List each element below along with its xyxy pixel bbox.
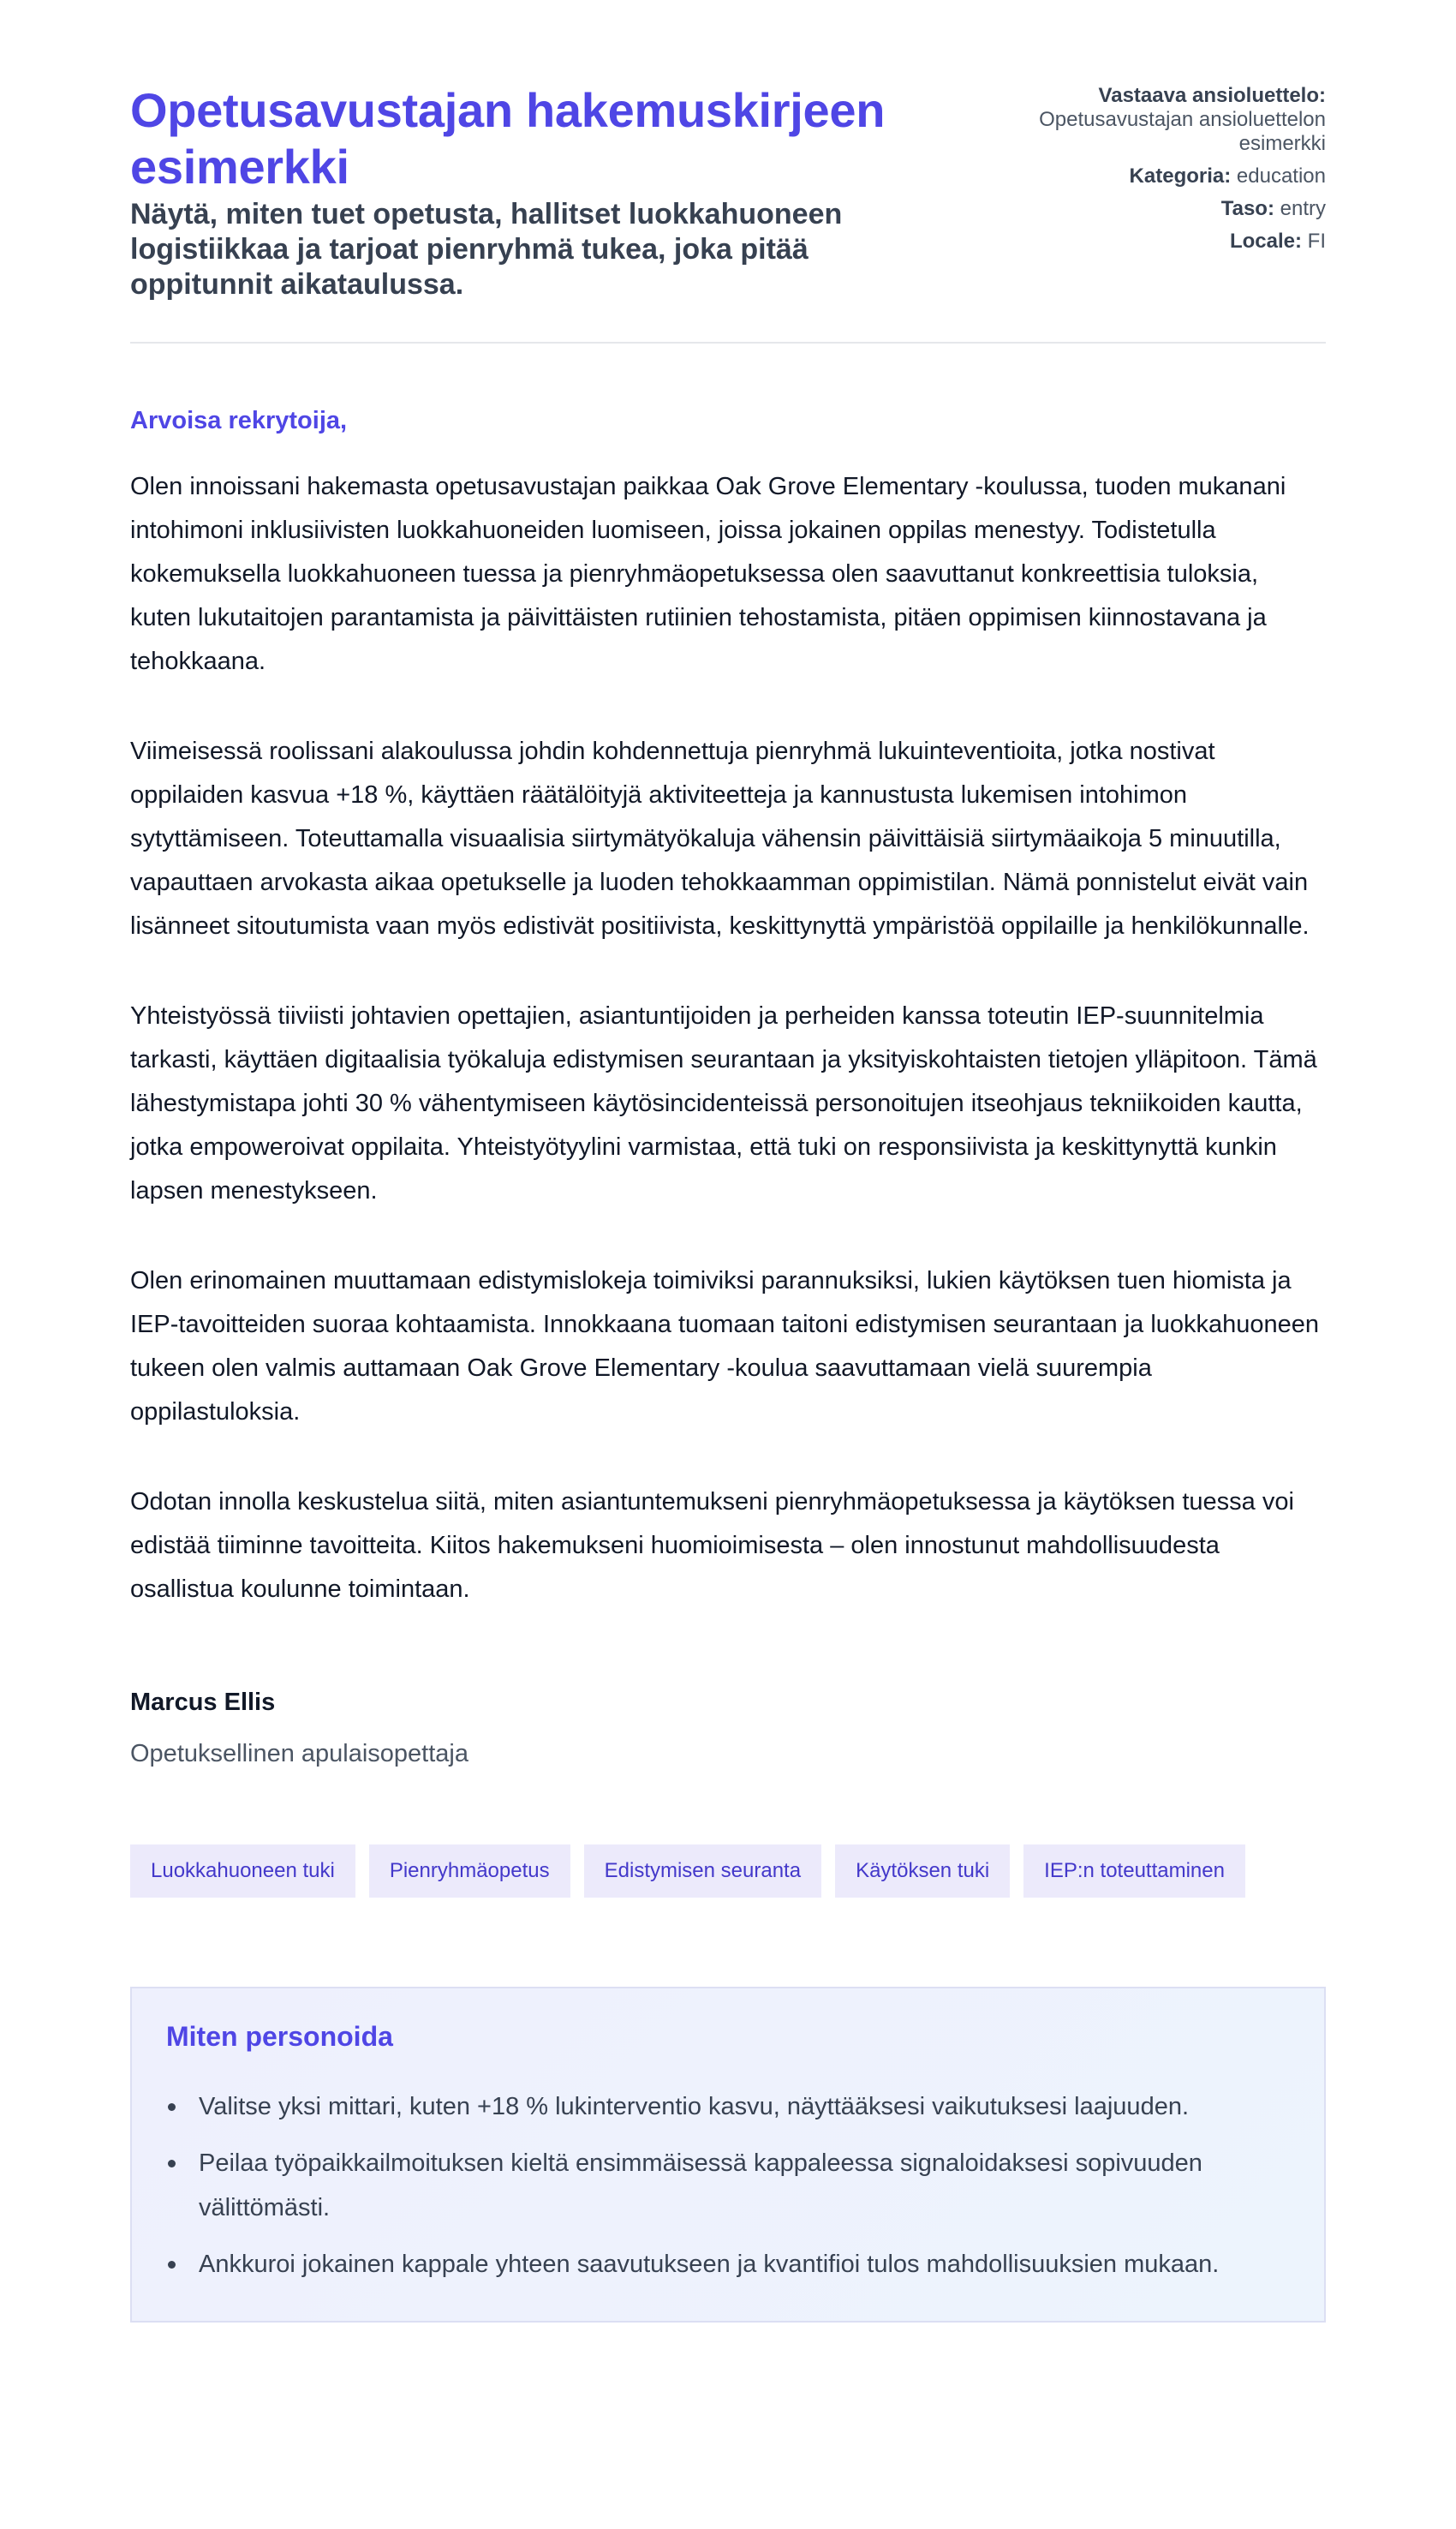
bullet-icon	[168, 2103, 176, 2111]
meta-level-value: entry	[1280, 197, 1326, 220]
header-titles	[130, 82, 935, 302]
meta-level	[1035, 197, 1326, 221]
meta-panel	[1035, 82, 1326, 262]
letter-paragraph-2: Viimeisessä roolissani alakoulussa johdin kohdennettuja pienryhmä lukuinteventioita, jotka nostivat oppilaiden kasvua +18 %, käyttäen räätälöityjä aktiviteetteja ja kannustusta lukemisen intohimon sytyttämiseen. Toteuttamalla visuaalisia siirtymätyökaluja vähensin päivittäisiä siirtymäaikoja 5 minuutilla, vapauttaen arvokasta aikaa opetukselle ja luoden tehokkaamman oppimistilan. Nämä ponnistelut eivät vain lisänneet sitoutumista vaan myös edistivät positiivista, keskittynyttä ympäristöä oppilaille ja henkilökunnalle.	[130, 738, 1310, 940]
letter-paragraph-5: Odotan innolla keskustelua siitä, miten asiantuntemukseni pienryhmäopetuksessa ja käytöksen tuessa voi edistää tiiminne tavoitteita. Kiitos hakemukseni huomioimisesta – olen innostunut mahdollisuudesta osallistua koulunne toimintaan.	[130, 1488, 1294, 1603]
meta-resume-label: Vastaava ansioluettelo:	[1098, 84, 1326, 107]
bullet-icon	[168, 2261, 176, 2269]
letter-paragraph-4: Olen erinomainen muuttamaan edistymislokeja toimiviksi parannuksiksi, lukien käytöksen tuen hiomista ja IEP-tavoitteiden suoraa kohtaamista. Innokkaana tuomaan taitoni edistymisen seurantaan ja luokkahuoneen tukeen olen valmis auttamaan Oak Grove Elementary -koulua saavuttamaan vielä suurempia oppilastuloksia.	[130, 1267, 1320, 1426]
tips-list	[166, 2084, 1290, 2287]
page-title: Opetusavustajan hakemuskirjeen esimerkki	[130, 83, 886, 194]
bullet-icon	[168, 2160, 176, 2167]
meta-category	[1035, 164, 1326, 188]
tip-item	[166, 2084, 1290, 2129]
skill-tag: Luokkahuoneen tuki	[130, 1844, 355, 1898]
meta-locale-label: Locale:	[1229, 230, 1302, 253]
personalization-tips	[130, 1987, 1326, 2323]
tips-title: Miten personoida	[166, 2021, 393, 2052]
meta-category-label: Kategoria:	[1129, 164, 1232, 188]
tip-item	[166, 2242, 1290, 2287]
tip-text: Valitse yksi mittari, kuten +18 % lukinterventio kasvu, näyttääksesi vaikutuksesi laajuuden.	[199, 2093, 1190, 2120]
letter-paragraph-1: Olen innoissani hakemasta opetusavustajan paikkaa Oak Grove Elementary -koulussa, tuoden mukanani intohimoni inklusiivisten luokkahuoneiden luomiseen, joissa jokainen oppilas menestyy. Todistetulla kokemuksella luokkahuoneen tuessa ja pienryhmäopetuksessa olen saavuttanut konkreettisia tuloksia, kuten lukutaitojen parantamista ja päivittäisten rutiinien tehostamista, pitäen oppimisen kiinnostavana ja tehokkaana.	[130, 473, 1286, 675]
skill-tag: Käytöksen tuki	[835, 1844, 1010, 1898]
meta-resume-value[interactable]: Opetusavustajan ansioluettelon esimerkki	[1039, 108, 1326, 155]
meta-resume	[1035, 84, 1326, 156]
salutation: Arvoisa rekrytoija,	[130, 407, 348, 434]
page-header	[130, 82, 1326, 344]
meta-locale	[1035, 230, 1326, 254]
signature-name: Marcus Ellis	[130, 1689, 276, 1716]
page-subtitle: Näytä, miten tuet opetusta, hallitset luokkahuoneen logistiikkaa ja tarjoat pienryhmä tukea, joka pitää oppitunnit aikataulussa.	[130, 198, 843, 301]
signature-block	[130, 1687, 1326, 1769]
skill-tag: IEP:n toteuttaminen	[1023, 1844, 1245, 1898]
letter-paragraph-3: Yhteistyössä tiiviisti johtavien opettajien, asiantuntijoiden ja perheiden kanssa toteutin IEP-suunnitelmia tarkasti, käyttäen digitaalisia työkaluja edistymisen seurantaan ja yksityiskohtaisten tietojen ylläpitoon. Tämä lähestymistapa johti 30 % vähentymiseen käytösincidenteissä personoitujen itseohjaus tekniikoiden kautta, jotka empoweroivat oppilaita. Yhteistyötyylini varmistaa, että tuki on responsiivista ja keskittynyttä kunkin lapsen menestykseen.	[130, 1002, 1317, 1205]
tip-item	[166, 2141, 1290, 2230]
signature-role: Opetuksellinen apulaisopettaja	[130, 1740, 468, 1767]
meta-locale-value: FI	[1307, 230, 1326, 253]
letter-body	[130, 405, 1326, 1769]
skill-tag: Pienryhmäopetus	[369, 1844, 570, 1898]
meta-level-label: Taso:	[1220, 197, 1274, 220]
skill-tag: Edistymisen seuranta	[584, 1844, 821, 1898]
tip-text: Ankkuroi jokainen kappale yhteen saavutukseen ja kvantifioi tulos mahdollisuuksien mukaan.	[199, 2251, 1220, 2278]
tip-text: Peilaa työpaikkailmoituksen kieltä ensimmäisessä kappaleessa signaloidaksesi sopivuuden välittömästi.	[199, 2149, 1202, 2221]
skill-tags	[130, 1844, 1326, 1898]
meta-category-value: education	[1236, 164, 1326, 188]
